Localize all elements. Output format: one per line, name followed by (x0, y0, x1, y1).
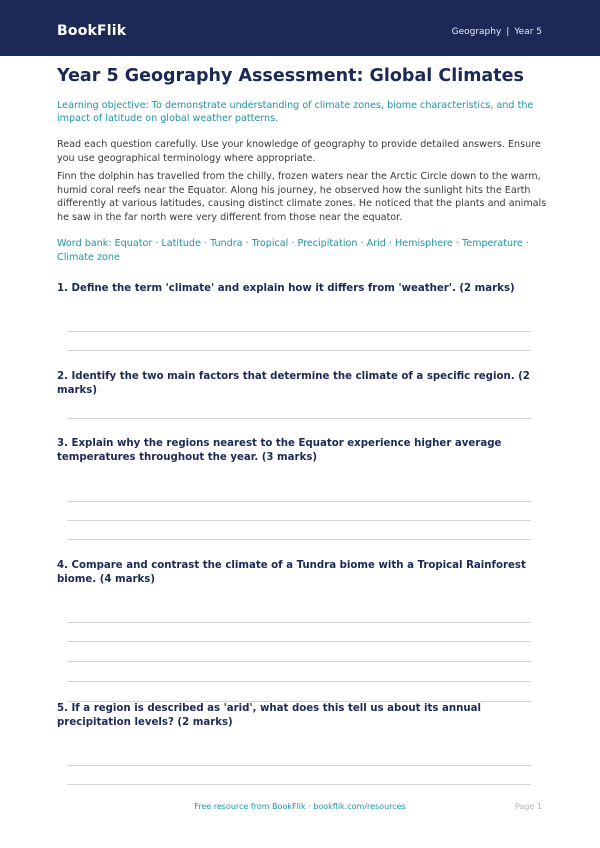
story-text: Finn the dolphin has travelled from the chilly, frozen waters near the Arctic Circle down to the warm, humid coral reefs near the Equator. Along his journey, he observed how the sunlight hits the Earth differently at various latitudes, causing distinct climate zones. He noticed that the plants and animals he saw in the far north were very different from those near the equator. (57, 171, 547, 223)
year-label: Year 5 (514, 27, 542, 37)
answer-line[interactable] (67, 622, 531, 623)
answer-line[interactable] (67, 681, 531, 682)
page-title: Year 5 Geography Assessment: Global Climates (57, 66, 524, 86)
answer-line[interactable] (67, 501, 531, 502)
question-1: 1. Define the term 'climate' and explain how it differs from 'weather'. (2 marks) (57, 283, 515, 294)
footer-text[interactable]: Free resource from BookFlik · bookflik.com/resources (194, 802, 406, 811)
header-meta (452, 27, 542, 37)
answer-line[interactable] (67, 520, 531, 521)
answer-line[interactable] (67, 350, 531, 351)
question-3: 3. Explain why the regions nearest to the Equator experience higher average temperatures throughout the year. (3 marks) (57, 438, 502, 463)
meta-separator: | (506, 27, 510, 37)
answer-line[interactable] (67, 784, 531, 785)
answer-line[interactable] (67, 539, 531, 540)
page-number: Page 1 (515, 802, 542, 811)
answer-line[interactable] (67, 418, 531, 419)
question-2: 2. Identify the two main factors that determine the climate of a specific region. (2 marks) (57, 371, 530, 396)
subject-label: Geography (451, 27, 502, 37)
question-4: 4. Compare and contrast the climate of a Tundra biome with a Tropical Rainforest biome. (4 marks) (57, 560, 526, 585)
word-bank: Word bank: Equator · Latitude · Tundra · Tropical · Precipitation · Arid · Hemisphere · Temperature · Climate zone (57, 238, 529, 263)
answer-line[interactable] (67, 331, 531, 332)
brand-logo[interactable]: BookFlik (57, 23, 127, 39)
answer-line[interactable] (67, 641, 531, 642)
answer-line[interactable] (67, 661, 531, 662)
learning-objective: Learning objective: To demonstrate understanding of climate zones, biome characteristics, and the impact of latitude on global weather patterns. (57, 100, 534, 124)
question-5: 5. If a region is described as 'arid', what does this tell us about its annual precipitation levels? (2 marks) (57, 703, 481, 728)
instructions-text: Read each question carefully. Use your knowledge of geography to provide detailed answers. Ensure you use geographical terminology where appropriate. (57, 139, 541, 164)
page-header (0, 0, 600, 56)
answer-line[interactable] (67, 765, 531, 766)
